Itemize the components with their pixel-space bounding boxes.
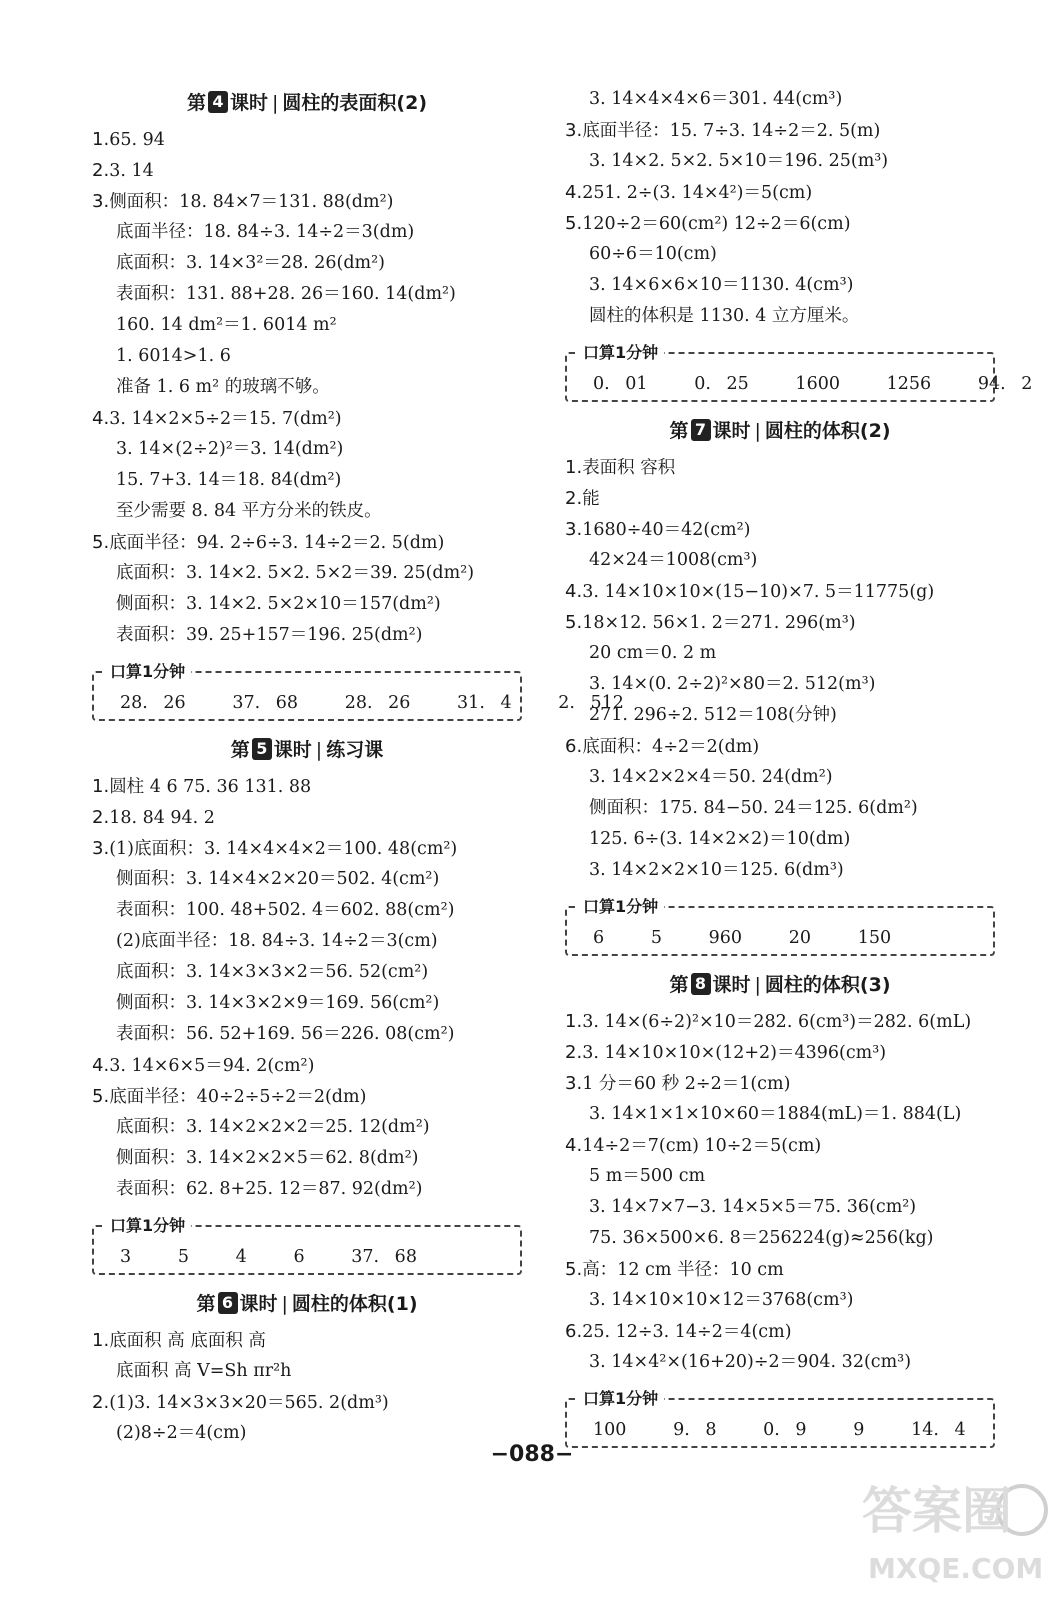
answer-text: (2)底面半径：18. 84÷3. 14÷2＝3(cm) (116, 931, 438, 951)
answer-text: 底面半径：40÷2÷5÷2＝2(dm) (109, 1087, 367, 1107)
answer-text: 251. 2÷(3. 14×4²)＝5(cm) (582, 183, 813, 203)
lesson-number-badge: 7 (691, 419, 711, 441)
answer-line (565, 483, 995, 514)
answer-text: 3. 14×10×10×(15−10)×7. 5＝11775(g) (582, 582, 935, 602)
mental-math-box (92, 1216, 522, 1275)
answer-subline (92, 434, 522, 465)
title-prefix: 第 (186, 92, 206, 114)
answer-text: 3. 14×4²×(16+20)÷2＝904. 32(cm³) (589, 1352, 912, 1372)
mental-math-values: 3 5 4 6 37. 68 (120, 1247, 417, 1267)
answer-subline (92, 895, 522, 926)
answer-text: 表面积：100. 48+502. 4＝602. 88(cm²) (116, 900, 455, 920)
section-title-5 (92, 735, 522, 765)
lesson-number-badge: 6 (218, 1292, 238, 1314)
answer-text: 3. 14×6×5＝94. 2(cm²) (109, 1056, 315, 1076)
answer-text: 底面积：3. 14×3×3×2＝56. 52(cm²) (116, 962, 429, 982)
mental-math-box (565, 343, 1033, 402)
question-number: 3. (92, 191, 110, 212)
mental-math-caption: 口算1分钟 (577, 895, 664, 919)
page-number: −088− (490, 1442, 574, 1467)
title-prefix: 第 (669, 974, 689, 996)
answer-line (565, 731, 995, 762)
answer-subline (92, 1112, 522, 1143)
answer-subline (565, 1347, 995, 1378)
question-number: 3. (565, 1073, 583, 1094)
answer-subline (92, 558, 522, 589)
answer-text: 底面积：3. 14×2. 5×2. 5×2＝39. 25(dm²) (116, 563, 475, 583)
answer-text: 侧面积：3. 14×2. 5×2×10＝157(dm²) (116, 594, 441, 614)
question-number: 4. (92, 1055, 110, 1076)
question-number: 5. (565, 213, 583, 234)
title-separator: | (315, 739, 323, 761)
answer-text: (2)8÷2＝4(cm) (116, 1423, 247, 1443)
answer-text: 65. 94 (109, 130, 165, 150)
answer-text: 3. 14×10×10×(12+2)＝4396(cm³) (582, 1043, 887, 1063)
answer-text: 底面积：4÷2＝2(dm) (582, 737, 760, 757)
answer-text: 底面积：3. 14×3²＝28. 26(dm²) (116, 253, 385, 273)
answer-subline (92, 248, 522, 279)
answer-text: 能 (582, 489, 600, 509)
answer-subline (92, 1174, 522, 1205)
question-number: 6. (565, 736, 583, 757)
answer-text: 14÷2＝7(cm) 10÷2＝5(cm) (582, 1136, 822, 1156)
answer-text: 3. 14×4×4×6＝301. 44(cm³) (589, 89, 843, 109)
answer-text: 15. 7+3. 14＝18. 84(dm²) (116, 470, 342, 490)
answer-text: 3. 14×1×1×10×60＝1884(mL)＝1. 884(L) (589, 1104, 962, 1124)
answer-subline (92, 957, 522, 988)
answer-text: 3. 14×2×2×10＝125. 6(dm³) (589, 860, 844, 880)
answer-text: 圆柱 4 6 75. 36 131. 88 (109, 777, 312, 797)
answer-subline (565, 301, 995, 332)
answer-text: 侧面积：3. 14×2×2×5＝62. 8(dm²) (116, 1148, 419, 1168)
question-number: 3. (565, 120, 583, 141)
question-number: 1. (565, 457, 583, 478)
title-prefix: 第 (230, 739, 250, 761)
mental-math-caption: 口算1分钟 (577, 1387, 664, 1411)
answer-text: 底面积：3. 14×2×2×2＝25. 12(dm²) (116, 1117, 430, 1137)
question-number: 4. (565, 1135, 583, 1156)
answer-text: 120÷2＝60(cm²) 12÷2＝6(cm) (582, 214, 851, 234)
question-number: 4. (565, 581, 583, 602)
answer-line (92, 1325, 522, 1356)
title-separator: | (281, 1293, 288, 1315)
mental-math-values: 6 5 960 20 150 (593, 928, 892, 948)
answer-subline (565, 270, 995, 301)
answer-subline (565, 1161, 995, 1192)
answer-subline (565, 824, 995, 855)
answer-line (92, 186, 522, 217)
answer-text: 3. 14×10×10×12＝3768(cm³) (589, 1290, 854, 1310)
answer-text: 1 分＝60 秒 2÷2＝1(cm) (582, 1074, 791, 1094)
answer-text: 3. 14×2×2×4＝50. 24(dm²) (589, 767, 833, 787)
answer-subline (565, 638, 995, 669)
answer-line (92, 155, 522, 186)
answer-line (92, 1081, 522, 1112)
answer-line (92, 802, 522, 833)
answer-text: 42×24＝1008(cm³) (589, 550, 758, 570)
question-number: 2. (92, 1392, 110, 1413)
question-number: 4. (92, 408, 110, 429)
right-column (565, 84, 1033, 1462)
answer-subline (565, 239, 995, 270)
lesson-number-badge: 5 (252, 738, 272, 760)
answer-subline (92, 341, 522, 372)
answer-subline (92, 465, 522, 496)
answer-line (565, 208, 995, 239)
answer-text: 底面半径：15. 7÷3. 14÷2＝2. 5(m) (582, 121, 881, 141)
answer-text: 3. 14×7×7−3. 14×5×5＝75. 36(cm²) (589, 1197, 917, 1217)
answer-text: 侧面积：3. 14×3×2×9＝169. 56(cm²) (116, 993, 440, 1013)
question-number: 2. (565, 488, 583, 509)
answer-subline (92, 589, 522, 620)
answer-line (565, 115, 995, 146)
question-number: 1. (92, 1330, 110, 1351)
answer-text: 表面积 容积 (582, 458, 676, 478)
answer-line (565, 607, 995, 638)
answer-line (565, 1254, 995, 1285)
title-prefix: 第 (196, 1293, 216, 1315)
answer-subline (565, 1192, 995, 1223)
answer-text: 侧面积：18. 84×7＝131. 88(dm²) (109, 192, 394, 212)
answer-line (565, 1068, 995, 1099)
answer-line (92, 527, 522, 558)
mental-math-box (565, 897, 995, 956)
left-column (92, 84, 624, 1449)
mental-math-box (92, 662, 624, 721)
answer-subline (92, 620, 522, 651)
answer-subline (565, 545, 995, 576)
title-separator: | (754, 974, 761, 996)
answer-line (565, 1037, 995, 1068)
answer-text: 3. 14×6×6×10＝1130. 4(cm³) (589, 275, 854, 295)
mental-math-values: 28. 26 37. 68 28. 26 31. 4 2. 512 (120, 693, 624, 713)
answer-subline (92, 496, 522, 527)
question-number: 5. (92, 1086, 110, 1107)
answer-text: (1)3. 14×3×3×20＝565. 2(dm³) (109, 1393, 389, 1413)
answer-subline (565, 700, 995, 731)
answer-subline (565, 1223, 995, 1254)
question-number: 4. (565, 182, 583, 203)
answer-text: (1)底面积：3. 14×4×4×2＝100. 48(cm²) (109, 839, 458, 859)
answer-subline (565, 84, 995, 115)
answer-line (92, 1387, 522, 1418)
answer-line (92, 1050, 522, 1081)
answer-text: 表面积：62. 8+25. 12＝87. 92(dm²) (116, 1179, 423, 1199)
title-name: 圆柱的体积(1) (291, 1293, 418, 1315)
answer-text: 圆柱的体积是 1130. 4 立方厘米。 (589, 306, 860, 326)
question-number: 2. (565, 1042, 583, 1063)
mental-math-values: 100 9. 8 0. 9 9 14. 4 (593, 1420, 966, 1440)
answer-text: 18×12. 56×1. 2＝271. 296(m³) (582, 613, 856, 633)
mental-math-caption: 口算1分钟 (104, 1214, 191, 1238)
answer-line (92, 403, 522, 434)
answer-text: 3. 14×2. 5×2. 5×10＝196. 25(m³) (589, 151, 889, 171)
title-name: 练习课 (326, 739, 384, 761)
mental-math-values: 0. 01 0. 25 1600 1256 94. 2 (593, 374, 1033, 394)
answer-line (92, 833, 522, 864)
title-separator: | (272, 92, 279, 114)
answer-subline (565, 855, 995, 886)
answer-text: 底面半径：18. 84÷3. 14÷2＝3(dm) (116, 222, 415, 242)
answer-text: 18. 84 94. 2 (109, 808, 215, 828)
answer-subline (92, 1019, 522, 1050)
answer-subline (92, 864, 522, 895)
answer-line (565, 1006, 995, 1037)
answer-text: 3. 14×2×5÷2＝15. 7(dm²) (109, 409, 342, 429)
answer-line (565, 1316, 995, 1347)
answer-text: 3. 14 (109, 161, 154, 181)
answer-text: 125. 6÷(3. 14×2×2)＝10(dm) (589, 829, 851, 849)
lesson-number-badge: 8 (691, 973, 711, 995)
answer-subline (92, 1356, 522, 1387)
mental-math-box (565, 1389, 995, 1448)
title-lesson-label: 课时 (273, 739, 312, 761)
answer-text: 3. 14×(2÷2)²＝3. 14(dm²) (116, 439, 344, 459)
answer-text: 25. 12÷3. 14÷2＝4(cm) (582, 1322, 792, 1342)
section-title-8 (565, 970, 995, 1000)
title-name: 圆柱的体积(3) (764, 974, 891, 996)
answer-subline (92, 988, 522, 1019)
answer-subline (565, 146, 995, 177)
answer-line (565, 1130, 995, 1161)
question-number: 3. (92, 838, 110, 859)
title-separator: | (754, 420, 761, 442)
answer-text: 5 m＝500 cm (589, 1166, 706, 1186)
title-name: 圆柱的体积(2) (764, 420, 891, 442)
answer-text: 3. 14×(6÷2)²×10＝282. 6(cm³)＝282. 6(mL) (582, 1012, 972, 1032)
answer-text: 表面积：39. 25+157＝196. 25(dm²) (116, 625, 423, 645)
answer-text: 160. 14 dm²＝1. 6014 m² (116, 315, 337, 335)
question-number: 1. (92, 129, 110, 150)
title-name: 圆柱的表面积(2) (282, 92, 428, 114)
answer-text: 60÷6＝10(cm) (589, 244, 717, 264)
answer-text: 侧面积：175. 84−50. 24＝125. 6(dm²) (589, 798, 918, 818)
answer-subline (92, 310, 522, 341)
answer-line (565, 576, 995, 607)
answer-subline (92, 1143, 522, 1174)
answer-subline (92, 372, 522, 403)
section-title-7 (565, 416, 995, 446)
question-number: 2. (92, 160, 110, 181)
answer-line (565, 514, 995, 545)
question-number: 5. (92, 532, 110, 553)
answer-line (565, 452, 995, 483)
answer-line (565, 177, 995, 208)
answer-text: 20 cm＝0. 2 m (589, 643, 717, 663)
answer-subline (92, 279, 522, 310)
answer-line (92, 771, 522, 802)
question-number: 3. (565, 519, 583, 540)
question-number: 5. (565, 612, 583, 633)
answer-text: 准备 1. 6 m² 的玻璃不够。 (116, 377, 330, 397)
answer-text: 75. 36×500×6. 8＝256224(g)≈256(kg) (589, 1228, 934, 1248)
answer-line (92, 124, 522, 155)
answer-text: 1. 6014>1. 6 (116, 346, 231, 366)
title-lesson-label: 课时 (712, 420, 751, 442)
title-lesson-label: 课时 (230, 92, 269, 114)
mental-math-caption: 口算1分钟 (577, 341, 664, 365)
answer-text: 高：12 cm 半径：10 cm (582, 1260, 784, 1280)
mental-math-caption: 口算1分钟 (104, 660, 191, 684)
watermark-logo (862, 1470, 1052, 1590)
answer-text: 表面积：56. 52+169. 56＝226. 08(cm²) (116, 1024, 455, 1044)
answer-text: 271. 296÷2. 512＝108(分钟) (589, 705, 837, 725)
answer-subline (565, 1099, 995, 1130)
answer-text: 底面半径：94. 2÷6÷3. 14÷2＝2. 5(dm) (109, 533, 445, 553)
answer-text: 1680÷40＝42(cm²) (582, 520, 751, 540)
answer-subline (565, 1285, 995, 1316)
answer-text: 表面积：131. 88+28. 26＝160. 14(dm²) (116, 284, 456, 304)
answer-subline (565, 762, 995, 793)
question-number: 2. (92, 807, 110, 828)
question-number: 5. (565, 1259, 583, 1280)
answer-text: 底面积 高 V=Sh πr²h (116, 1361, 292, 1381)
title-lesson-label: 课时 (239, 1293, 278, 1315)
answer-subline (565, 669, 995, 700)
answer-text: 侧面积：3. 14×4×2×20＝502. 4(cm²) (116, 869, 440, 889)
watermark-text-bottom: MXQE.COM (868, 1552, 1044, 1585)
answer-subline (92, 926, 522, 957)
answer-subline (92, 217, 522, 248)
section-title-4 (92, 88, 522, 118)
answer-text: 底面积 高 底面积 高 (109, 1331, 266, 1351)
title-prefix: 第 (669, 420, 689, 442)
question-number: 1. (565, 1011, 583, 1032)
answer-text: 至少需要 8. 84 平方分米的铁皮。 (116, 501, 382, 521)
question-number: 1. (92, 776, 110, 797)
title-lesson-label: 课时 (712, 974, 751, 996)
answer-subline (565, 793, 995, 824)
question-number: 6. (565, 1321, 583, 1342)
lesson-number-badge: 4 (208, 91, 228, 113)
answer-text: 3. 14×(0. 2÷2)²×80＝2. 512(m³) (589, 674, 876, 694)
section-title-6 (92, 1289, 522, 1319)
watermark-text-top: 答案圈 (862, 1482, 1012, 1540)
